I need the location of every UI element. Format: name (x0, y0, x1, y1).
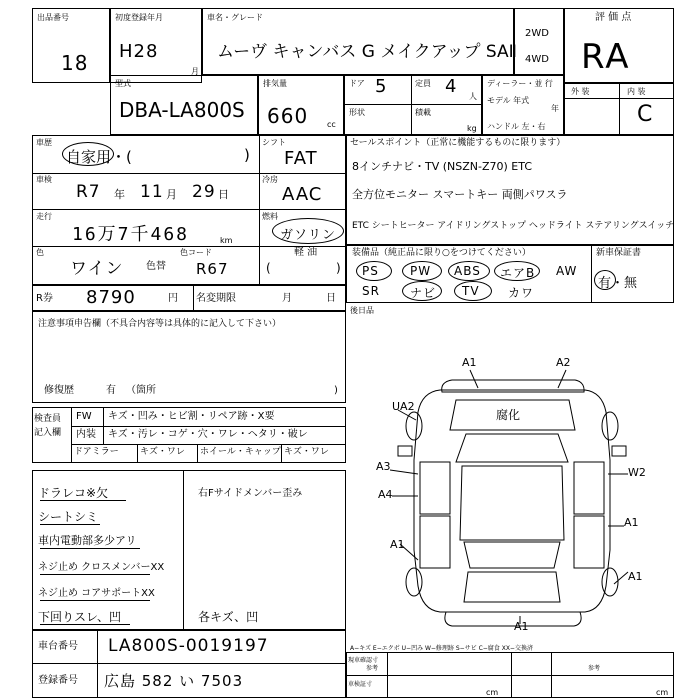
inspect-year-unit: 年 (114, 188, 125, 201)
inspect-day: 29 (192, 182, 216, 202)
repair-place-close: ) (334, 385, 338, 396)
left-rear-door (420, 516, 450, 568)
mark-a1-top: A1 (462, 356, 477, 369)
car-diagram (370, 350, 660, 640)
cc-unit: cc (327, 120, 336, 129)
circle-airbag (494, 261, 540, 281)
lot-cell (32, 8, 110, 83)
ac-label: 冷房 (262, 175, 278, 184)
circle-abs (448, 261, 490, 281)
drive-cell (514, 8, 564, 75)
right-front-door (574, 462, 604, 514)
light-oil-label: 軽 油 (294, 247, 318, 258)
first-reg-era: H28 (119, 41, 159, 62)
dim-ref-2: 参考 (588, 665, 601, 672)
mark-a2-top: A2 (556, 356, 571, 369)
year-unit: 年 (551, 104, 559, 113)
inspect-month-unit: 月 (166, 188, 177, 201)
equip-ps: PS (362, 264, 379, 278)
front-right-wheel (602, 412, 618, 440)
chassis-label: 車台番号 (38, 641, 78, 652)
cc-label: 排気量 (263, 79, 287, 88)
color-label: 色 (36, 248, 44, 257)
mark-a1-rear-right: A1 (628, 570, 643, 583)
roof-note: 腐化 (496, 408, 521, 422)
circle-pw (402, 261, 442, 281)
remark-left-2: シートシミ (38, 510, 99, 524)
dim-cert-label: 車検証寸 (348, 681, 373, 688)
name-change-month: 月 (282, 293, 292, 304)
check-row1: キズ・凹み・ヒビ割・リペア跡・X要 (108, 411, 275, 422)
inspect-month: 11 (140, 182, 164, 202)
new-car-label: 新車保証書 (596, 248, 642, 258)
sales-line1: 8インチナビ・TV (NSZN-Z70) ETC (352, 160, 533, 173)
right-mirror (612, 446, 626, 456)
check-row1-head: FW (76, 411, 92, 422)
car-roof (460, 466, 564, 540)
dealer-label: ディーラー・並 行 (487, 79, 553, 88)
inspect-era: R7 (76, 182, 101, 202)
recycle-unit: 円 (168, 293, 178, 304)
right-rear-door (574, 516, 604, 568)
ac-value: AAC (282, 184, 323, 205)
cap-label: 定員 (415, 79, 431, 88)
remark-right-2: 各キズ、凹 (198, 610, 259, 624)
first-reg-month-unit: 月 (191, 67, 199, 76)
mark-a1-left: A1 (390, 538, 405, 551)
model-label: 型式 (115, 79, 131, 88)
int-label: 内 装 (627, 87, 646, 96)
name-change-day: 日 (326, 293, 336, 304)
circle-tv (454, 281, 492, 301)
name-label: 車名・グレード (207, 13, 263, 22)
cap-unit: 人 (469, 92, 477, 101)
dim-cm-1: cm (486, 688, 499, 697)
door-label: ドア (349, 79, 365, 88)
inspect-day-unit: 日 (218, 188, 229, 201)
plate-value: 広島 582 い 7503 (104, 672, 244, 690)
door-cap-cell (344, 75, 482, 135)
first-reg-cell (110, 8, 202, 83)
drive-2wd: 2WD (525, 28, 549, 39)
check-row3-c: ホイール・キャップ (200, 447, 281, 457)
check-row2: キズ・汚レ・コゲ・穴・ワレ・ヘタリ・破レ (108, 429, 308, 440)
ext-label: 外 装 (571, 87, 590, 96)
inspector-label: 検査員 記入欄 (34, 414, 62, 438)
mark-a3: A3 (376, 460, 391, 473)
circle-ps (356, 261, 392, 281)
mark-a4: A4 (378, 488, 393, 501)
car-windshield (456, 434, 568, 462)
shape-label: 形状 (349, 108, 365, 117)
color-code-label: 色コード (180, 248, 212, 257)
left-mirror (398, 446, 412, 456)
warranty-value: 有・無 (598, 276, 638, 291)
lot-label: 出品番号 (37, 13, 69, 22)
fuel-value: ガソリン (280, 228, 337, 243)
use-value: 自家用・( (66, 148, 132, 166)
load-unit: kg (467, 124, 477, 133)
equip-abs: ABS (454, 264, 481, 278)
chassis-value: LA800S-0019197 (108, 636, 269, 656)
grade-label: 評 価 点 (595, 12, 632, 23)
repair-label: 修復歴 (44, 385, 74, 396)
remark-right-1: 右Fサイドメンバー歪み (198, 488, 303, 499)
car-rear-bumper (445, 612, 581, 626)
equip-tv: TV (462, 284, 480, 298)
dim-current-label: 現車確認寸 (348, 657, 379, 664)
name-cell (202, 8, 517, 75)
int-grade: C (637, 102, 654, 127)
grade-cell (564, 8, 674, 83)
load-label: 積載 (415, 108, 431, 117)
equip-navi: ナビ (410, 286, 437, 300)
dealer-cell (482, 75, 564, 135)
diagram-legend: A−キズ E−エクボ U−凹み W−修理跡 S−サビ C−腐食 XX−交換済 (350, 645, 533, 652)
color-code-value: R67 (196, 260, 229, 278)
model-cell (110, 75, 258, 135)
circle-navi (402, 281, 442, 301)
mark-w2: W2 (628, 466, 646, 479)
repair-value: 有 (106, 385, 116, 396)
drive-4wd: 4WD (525, 54, 549, 65)
handle-label: ハンドル 左・右 (487, 122, 546, 131)
sales-line2: 全方位モニター スマートキー 両側パワスラ (352, 188, 568, 201)
equip-aw: AW (556, 264, 578, 278)
grade-value: RA (581, 37, 631, 77)
cc-value: 660 (267, 104, 309, 128)
light-oil-paren: ( (266, 261, 271, 275)
circle-warranty (594, 270, 616, 290)
first-reg-label: 初度登録年月 (115, 13, 163, 22)
ext-int-cell (564, 83, 674, 135)
color-value: ワイン (70, 259, 124, 279)
car-rear-hatch (464, 572, 560, 602)
cap-value: 4 (445, 76, 458, 97)
dim-cm-2: cm (656, 688, 669, 697)
equip-airbag: エアB (500, 266, 536, 280)
remark-left-1: ドラレコ※欠 (38, 486, 109, 500)
name-change-label: 名変期限 (196, 293, 236, 304)
color-change-label: 色替 (146, 261, 166, 272)
equip-pw: PW (410, 264, 432, 278)
model-year-label: モデル 年式 (487, 96, 530, 105)
other-label: 後日品 (350, 306, 374, 315)
fuel-circle (272, 218, 344, 244)
rear-left-wheel (406, 568, 422, 596)
remark-left-5: ネジ止め コアサポートXX (38, 588, 155, 599)
remark-left-3: 車内電動部多少アリ (38, 534, 137, 547)
cc-cell (258, 75, 344, 135)
inspect-label: 車検 (36, 175, 52, 184)
plate-label: 登録番号 (38, 675, 78, 686)
check-row3-d: キズ・ワレ (284, 447, 329, 457)
fuel-label: 燃料 (262, 212, 278, 221)
recycle-label: R券 (36, 293, 53, 304)
car-body-outline (414, 390, 610, 612)
shift-value: FAT (284, 148, 318, 169)
report-label: 注意事項申告欄（不具合内容等は具体的に記入して下さい） (38, 319, 282, 329)
dim-ref-1: 参考 (366, 665, 379, 672)
repair-place: （箇所 (126, 385, 156, 396)
use-label: 車歴 (36, 138, 52, 147)
mark-a1-bottom: A1 (514, 620, 529, 633)
check-row3-b: キズ・ワレ (140, 447, 185, 457)
lot-number: 18 (61, 51, 89, 75)
recycle-amount: 8790 (86, 287, 136, 308)
left-front-door (420, 462, 450, 514)
sales-line3: ETC シートヒーター アイドリングストップ ヘッドライト ステアリングスイッチ (352, 221, 675, 231)
equip-sr: SR (362, 284, 380, 298)
shift-label: シフト (262, 138, 286, 147)
light-oil-paren-close: ) (336, 261, 341, 275)
remark-left-4: ネジ止め クロスメンバーXX (38, 562, 165, 573)
mark-ua2: UA2 (392, 400, 415, 413)
equipment-title: 装備品（純正品に限り○をつけてください） (352, 248, 531, 258)
check-row3-a: ドアミラー (74, 447, 119, 457)
mileage-unit: km (220, 236, 233, 245)
use-circle (62, 142, 114, 166)
door-value: 5 (375, 76, 388, 97)
equip-leather: カワ (508, 286, 535, 300)
remark-left-6: 下回りスレ、凹 (38, 610, 122, 624)
dimension-table (346, 652, 674, 698)
check-row2-head: 内装 (76, 429, 96, 440)
use-close: ) (244, 146, 251, 164)
car-name: ムーヴ キャンバス G メイクアップ SAⅡ (217, 42, 517, 62)
model-value: DBA-LA800S (119, 98, 245, 122)
mileage-label: 走行 (36, 212, 52, 221)
recycle-row (32, 285, 346, 311)
sales-title: セールスポイント（正常に機能するものに限ります） (350, 138, 566, 148)
car-rear-glass (464, 542, 560, 568)
mileage-value: 16万7千468 (72, 224, 190, 245)
mark-a1-right: A1 (624, 516, 639, 529)
